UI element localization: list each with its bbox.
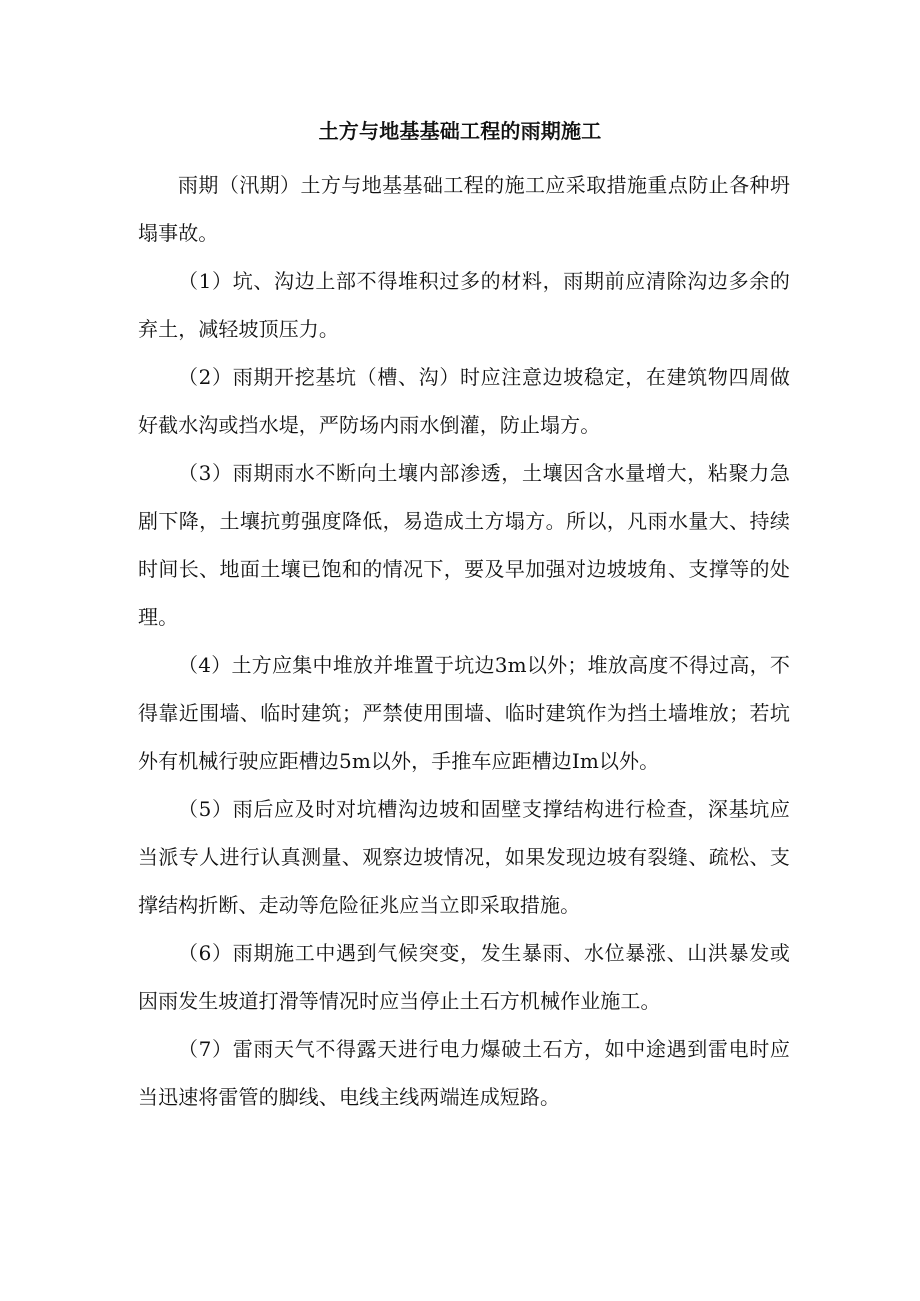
measure-paragraph-7: （7）雷雨天气不得露天进行电力爆破土石方，如中途遇到雷电时应当迅速将雷管的脚线、电线主线两端连成短路。 bbox=[138, 1037, 790, 1109]
measure-paragraph-6: （6）雨期施工中遇到气候突变，发生暴雨、水位暴涨、山洪暴发或因雨发生坡道打滑等情况时应当停止土石方机械作业施工。 bbox=[138, 941, 790, 1013]
document-title: 土方与地基基础工程的雨期施工 bbox=[318, 119, 602, 143]
measure-paragraph-5: （5）雨后应及时对坑槽沟边坡和固壁支撑结构进行检查，深基坑应当派专人进行认真测量、观察边坡情况，如果发现边坡有裂缝、疏松、支撑结构折断、走动等危险征兆应当立即采取措施。 bbox=[138, 797, 790, 917]
intro-paragraph: 雨期（汛期）土方与地基基础工程的施工应采取措施重点防止各种坍塌事故。 bbox=[138, 173, 790, 245]
measure-paragraph-4: （4）土方应集中堆放并堆置于坑边3m以外；堆放高度不得过高，不得靠近围墙、临时建筑；严禁使用围墙、临时建筑作为挡土墙堆放；若坑外有机械行驶应距槽边5m以外，手推车应距槽边Im以外。 bbox=[138, 653, 790, 773]
measure-paragraph-1: （1）坑、沟边上部不得堆积过多的材料，雨期前应清除沟边多余的弃土，减轻坡顶压力。 bbox=[138, 269, 790, 341]
measure-paragraph-3: （3）雨期雨水不断向土壤内部渗透，土壤因含水量增大，粘聚力急剧下降，土壤抗剪强度降低，易造成土方塌方。所以，凡雨水量大、持续时间长、地面土壤已饱和的情况下，要及早加强对边坡坡角、支撑等的处理。 bbox=[138, 461, 790, 629]
measure-paragraph-2: （2）雨期开挖基坑（槽、沟）时应注意边坡稳定，在建筑物四周做好截水沟或挡水堤，严防场内雨水倒灌，防止塌方。 bbox=[138, 365, 790, 437]
